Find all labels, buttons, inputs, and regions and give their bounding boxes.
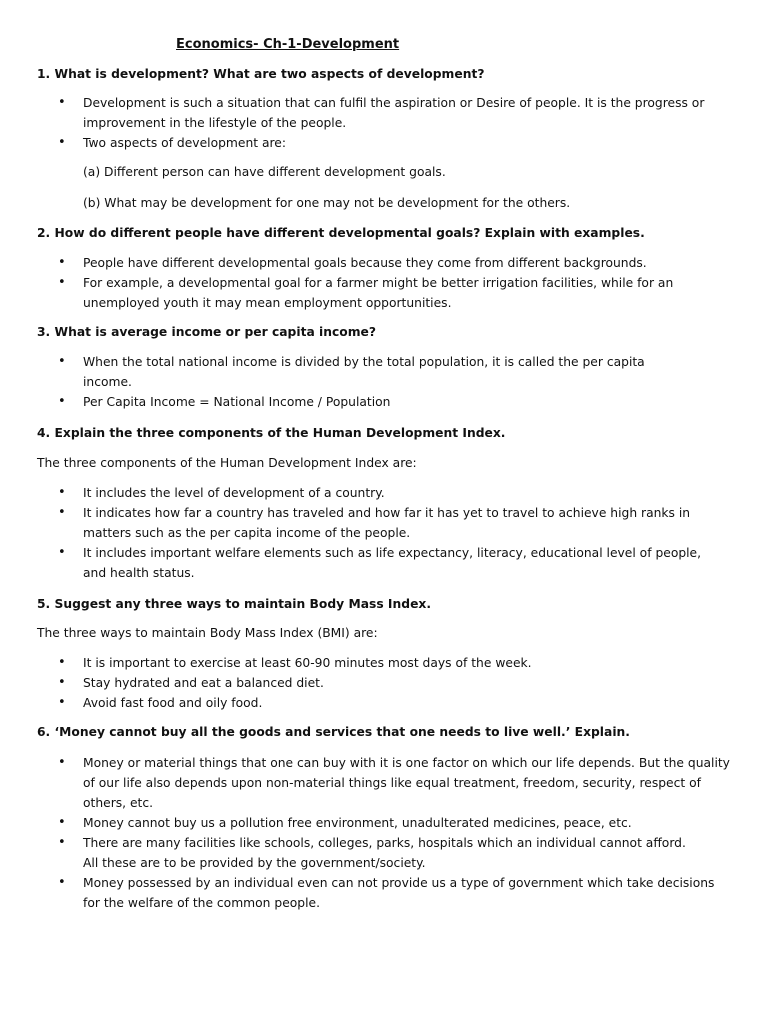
question-1-heading: 1. What is development? What are two aspects of development?	[37, 67, 485, 81]
subpoint-a: (a) Different person can have different development goals.	[83, 165, 446, 179]
answer-1-bullets	[0, 93, 730, 153]
question-2-heading: 2. How do different people have different developmental goals? Explain with examples.	[37, 226, 645, 240]
list-item: • It includes important welfare elements such as life expectancy, literacy, educational level of people, and health status.	[0, 543, 730, 583]
list-item: • Two aspects of development are:	[0, 133, 730, 153]
answer-2-bullets	[0, 253, 730, 313]
list-item: • Money or material things that one can buy with it is one factor on which our life depends. But the quality of our life also depends upon non-material things like equal treatment, freedom, security, respect of others, etc.	[0, 753, 730, 813]
list-item: • There are many facilities like schools, colleges, parks, hospitals which an individual cannot afford. All these are to be provided by the government/society.	[0, 833, 730, 873]
question-5-heading: 5. Suggest any three ways to maintain Body Mass Index.	[37, 597, 432, 611]
answer-4-intro: The three components of the Human Development Index are:	[37, 456, 417, 470]
list-item: • When the total national income is divided by the total population, it is called the per capita income.	[0, 352, 730, 392]
question-3-heading: 3. What is average income or per capita income?	[37, 325, 377, 339]
list-item: • Avoid fast food and oily food.	[0, 693, 730, 713]
answer-4-bullets	[0, 483, 730, 583]
list-item: • For example, a developmental goal for a farmer might be better irrigation facilities, while for an unemployed youth it may mean employment opportunities.	[0, 273, 730, 313]
list-item: • Money cannot buy us a pollution free environment, unadulterated medicines, peace, etc.	[0, 813, 730, 833]
list-item: • Per Capita Income = National Income / Population	[0, 392, 730, 412]
list-item: • People have different developmental goals because they come from different backgrounds.	[0, 253, 730, 273]
list-item: • Money possessed by an individual even can not provide us a type of government which take decisions for the welfare of the common people.	[0, 873, 730, 913]
question-4-heading: 4. Explain the three components of the Human Development Index.	[37, 426, 506, 440]
answer-3-bullets	[0, 352, 730, 412]
answer-5-intro: The three ways to maintain Body Mass Index (BMI) are:	[37, 626, 378, 640]
question-6-heading: 6. ‘Money cannot buy all the goods and services that one needs to live well.’ Explain.	[37, 725, 630, 739]
answer-5-bullets	[0, 653, 730, 713]
page-title: Economics- Ch-1-Development	[176, 37, 400, 52]
answer-6-bullets	[0, 753, 730, 913]
subpoint-b: (b) What may be development for one may not be development for the others.	[83, 196, 571, 210]
list-item: • Development is such a situation that can fulfil the aspiration or Desire of people. It is the progress or improvement in the lifestyle of the people.	[0, 93, 730, 133]
list-item: • It indicates how far a country has traveled and how far it has yet to travel to achieve high ranks in matters such as the per capita income of the people.	[0, 503, 730, 543]
list-item: • It is important to exercise at least 60-90 minutes most days of the week.	[0, 653, 730, 673]
list-item: • Stay hydrated and eat a balanced diet.	[0, 673, 730, 693]
list-item: • It includes the level of development of a country.	[0, 483, 730, 503]
